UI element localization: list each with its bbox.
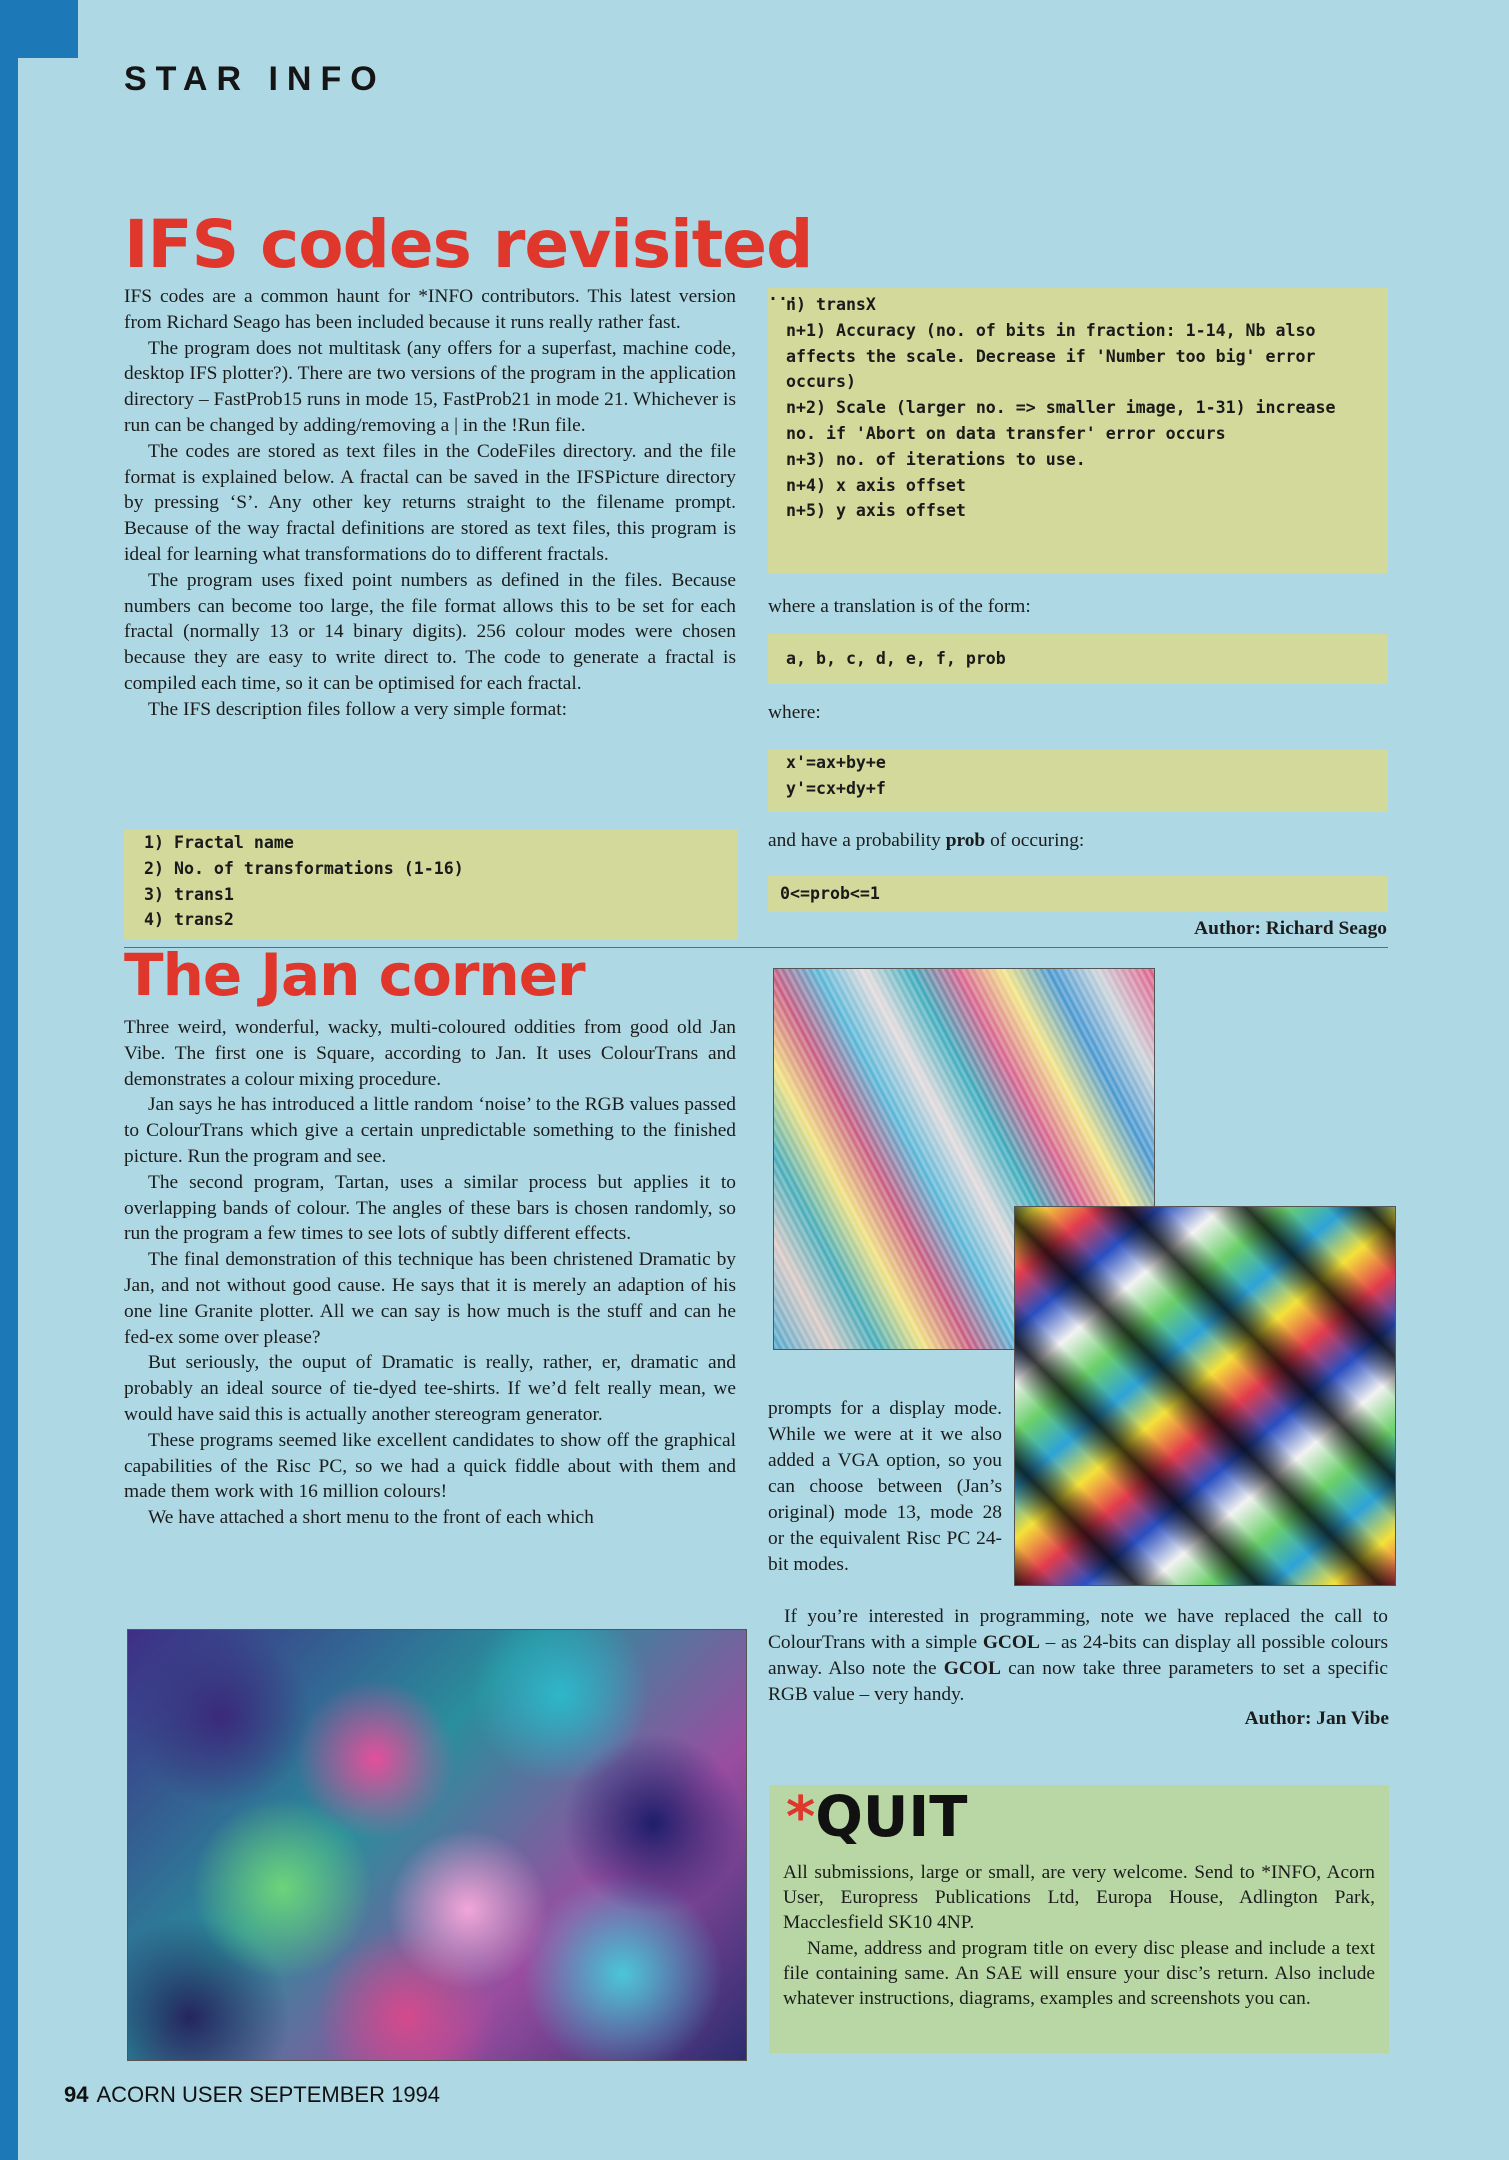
jan-wrap-text: prompts for a display mode. While we were at it we also added a VGA option, so you can choose between (Jan’s original) mode 13, mode 28 or the equivalent Risc PC 24-bit modes. xyxy=(768,1398,1002,1575)
jan-paragraph: Three weird, wonderful, wacky, multi-coloured oddities from good old Jan Vibe. The first one is Square, according to Jan. It uses ColourTrans and demonstrates a colour mixing procedure. xyxy=(124,1017,736,1090)
dramatic-output-image xyxy=(127,1629,747,2061)
probability-text-after: of occuring: xyxy=(985,830,1085,851)
jan-paragraph: The second program, Tartan, uses a similar process but applies it to overlapping bands of colour. The angles of these bars is chosen randomly, so run the program a few times to see lots of subtly different effects. xyxy=(124,1171,736,1245)
ifs-paragraph: The program uses fixed point numbers as defined in the files. Because numbers can become too large, the file format allows this to be set for each fractal (normally 13 or 14 binary digits). 256 colour modes were chosen because they are easy to write direct to. The code to generate a fractal is compiled each time, so it can be optimised for each fractal. xyxy=(124,569,736,694)
probability-text-before: and have a probability xyxy=(768,830,946,851)
jan-author: Author: Jan Vibe xyxy=(1244,1708,1389,1729)
quit-paragraph: Name, address and program title on every disc please and include a text file containing same. An SAE will ensure your disc’s return. Also include whatever instructions, diagrams, examples and screenshots you can. xyxy=(783,1937,1375,2010)
code-line: n+2) Scale (larger no. => smaller image, 1-31) increase no. if 'Abort on data transfer' error occurs xyxy=(786,398,1346,443)
gcol-keyword: GCOL xyxy=(943,1658,1001,1679)
gcol-keyword: GCOL xyxy=(982,1632,1040,1653)
ifs-format-code xyxy=(124,830,738,940)
ifs-body xyxy=(124,284,736,723)
code-line: 4) trans2 xyxy=(144,910,234,930)
page-edge-bar xyxy=(0,0,18,2160)
code-line: n+5) y axis offset xyxy=(786,501,966,521)
publication-line: ACORN USER SEPTEMBER 1994 xyxy=(96,2082,441,2107)
asterisk-icon: * xyxy=(786,1785,816,1850)
section-header: STAR INFO xyxy=(124,60,386,98)
code-line: n+1) Accuracy (no. of bits in fraction: 1-14, Nb also affects the scale. Decrease if 'Number too big' error occurs) xyxy=(786,320,1326,392)
ifs-paragraph: The IFS description files follow a very simple format: xyxy=(148,698,567,720)
jan-paragraph: Jan says he has introduced a little random ‘noise’ to the RGB values passed to ColourTrans which give a certain unpredictable something to the finished picture. Run the program and see. xyxy=(124,1094,736,1167)
code-line: a, b, c, d, e, f, prob xyxy=(786,649,1006,668)
ifs-article-title: IFS codes revisited xyxy=(124,206,813,283)
equations-code xyxy=(768,750,1388,812)
ifs-author: Author: Richard Seago xyxy=(1194,918,1387,939)
jan-tail-mid: – as 24-bits can display all possible colours anway. Also note the xyxy=(768,1632,1388,1679)
code-line: 0<=prob<=1 xyxy=(780,884,880,903)
page-footer xyxy=(64,2082,440,2108)
jan-tail-text xyxy=(768,1604,1388,1708)
quit-paragraph: All submissions, large or small, are very welcome. Send to *INFO, Acorn User, Europress Publications Ltd, Europa House, Adlington Park, Macclesfield SK10 4NP. xyxy=(783,1862,1375,1934)
jan-tail-before: If you’re interested in programming, note we have replaced the call to ColourTrans with a simple xyxy=(768,1606,1388,1653)
code-line: n+3) no. of iterations to use. xyxy=(786,449,1086,469)
code-line: n) transX xyxy=(786,295,876,314)
ifs-paragraph: The codes are stored as text files in the CodeFiles directory. and the file format is explained below. A fractal can be saved in the IFSPicture directory by pressing ‘S’. Any other key returns straight to the filename prompt. Because of the way fractal definitions are stored as text files, this program is ideal for learning what transformations do to different fractals. xyxy=(124,440,736,565)
quit-body xyxy=(783,1860,1375,2011)
code-line: x'=ax+by+e xyxy=(786,753,886,772)
code-line: ... xyxy=(768,285,798,304)
translation-form-code xyxy=(768,634,1388,684)
jan-body xyxy=(124,1015,736,1531)
jan-paragraph: These programs seemed like excellent candidates to show off the graphical capabilities of the Risc PC, so we had a quick fiddle about with them and made them work with 16 million colours! xyxy=(124,1429,736,1503)
code-line: 1) Fractal name xyxy=(144,833,294,852)
probability-range-code xyxy=(768,876,1388,912)
ifs-continued-code xyxy=(768,285,1388,574)
tartan-output-image xyxy=(1014,1206,1396,1586)
jan-article-title: The Jan corner xyxy=(124,941,585,1009)
code-line: 3) trans1 xyxy=(144,884,234,904)
page-number: 94 xyxy=(64,2082,89,2107)
quit-heading xyxy=(786,1785,968,1850)
jan-paragraph: But seriously, the ouput of Dramatic is really, rather, er, dramatic and probably an ideal source of tie-dyed tee-shirts. If we’d felt really mean, we would have said this is actually another stereogram generator. xyxy=(124,1352,736,1425)
jan-tail-after: can now take three parameters to set a specific RGB value – very handy. xyxy=(768,1658,1388,1705)
where-label: where: xyxy=(768,702,821,723)
quit-word: QUIT xyxy=(815,1785,968,1850)
page-corner-tab xyxy=(0,0,78,58)
code-line: 2) No. of transformations (1-16) xyxy=(144,858,464,878)
jan-paragraph: We have attached a short menu to the front of each which xyxy=(148,1507,594,1529)
translation-intro: where a translation is of the form: xyxy=(768,596,1031,617)
code-line: n+4) x axis offset xyxy=(786,475,966,495)
code-line: y'=cx+dy+f xyxy=(786,778,886,798)
probability-text xyxy=(768,828,1084,854)
jan-paragraph: The final demonstration of this technique has been christened Dramatic by Jan, and not without good cause. He says that it is merely an adaption of his one line Granite plotter. All we can say is how much is the stuff and can he fed-ex some over please? xyxy=(124,1249,736,1348)
ifs-paragraph: IFS codes are a common haunt for *INFO contributors. This latest version from Richard Seago has been included because it runs really rather fast. xyxy=(124,286,736,333)
ifs-paragraph: The program does not multitask (any offers for a superfast, machine code, desktop IFS plotter?). There are two versions of the program in the application directory – FastProb15 runs in mode 15, FastProb21 in mode 21. Whichever is run can be changed by adding/removing a | in the !Run file. xyxy=(124,337,736,436)
probability-word: prob xyxy=(945,830,986,851)
